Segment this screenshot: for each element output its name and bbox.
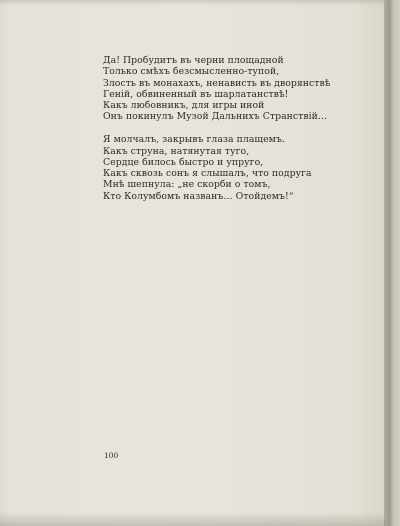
poem-text — [103, 55, 383, 202]
page-number: 100 — [104, 451, 119, 460]
poem-line: Сердце билось быстро и упруго, — [103, 156, 264, 168]
poem-line: Онъ покинулъ Музой Дальнихъ Странствій… — [103, 111, 328, 123]
poem-line: Какъ струна, натянутая туго, — [103, 145, 250, 157]
poem-line: Кто Колумбомъ названъ… Отойдемъ!“ — [103, 190, 294, 202]
top-shadow — [0, 0, 386, 6]
bottom-shadow — [0, 512, 386, 526]
stanza-1 — [103, 55, 383, 123]
poem-line: Какъ сквозь сонъ я слышалъ, что подруга — [103, 168, 312, 180]
poem-line: Я молчалъ, закрывъ глаза плащемъ. — [103, 134, 285, 146]
poem-line: Какъ любовникъ, для игры иной — [103, 100, 265, 112]
poem-line: Да! Пробудитъ въ черни площадной — [103, 55, 284, 66]
poem-line: Геній, обвиненный въ шарлатанствѣ! — [103, 88, 289, 100]
poem-line: Мнѣ шепнула: „не скорби о томъ, — [103, 179, 271, 191]
page-edge — [384, 0, 400, 526]
poem-line: Только смѣхъ безсмысленно-тупой, — [103, 66, 280, 78]
poem-line: Злость въ монахахъ, ненависть въ дворянствѣ — [103, 77, 331, 89]
stanza-2 — [103, 134, 383, 202]
